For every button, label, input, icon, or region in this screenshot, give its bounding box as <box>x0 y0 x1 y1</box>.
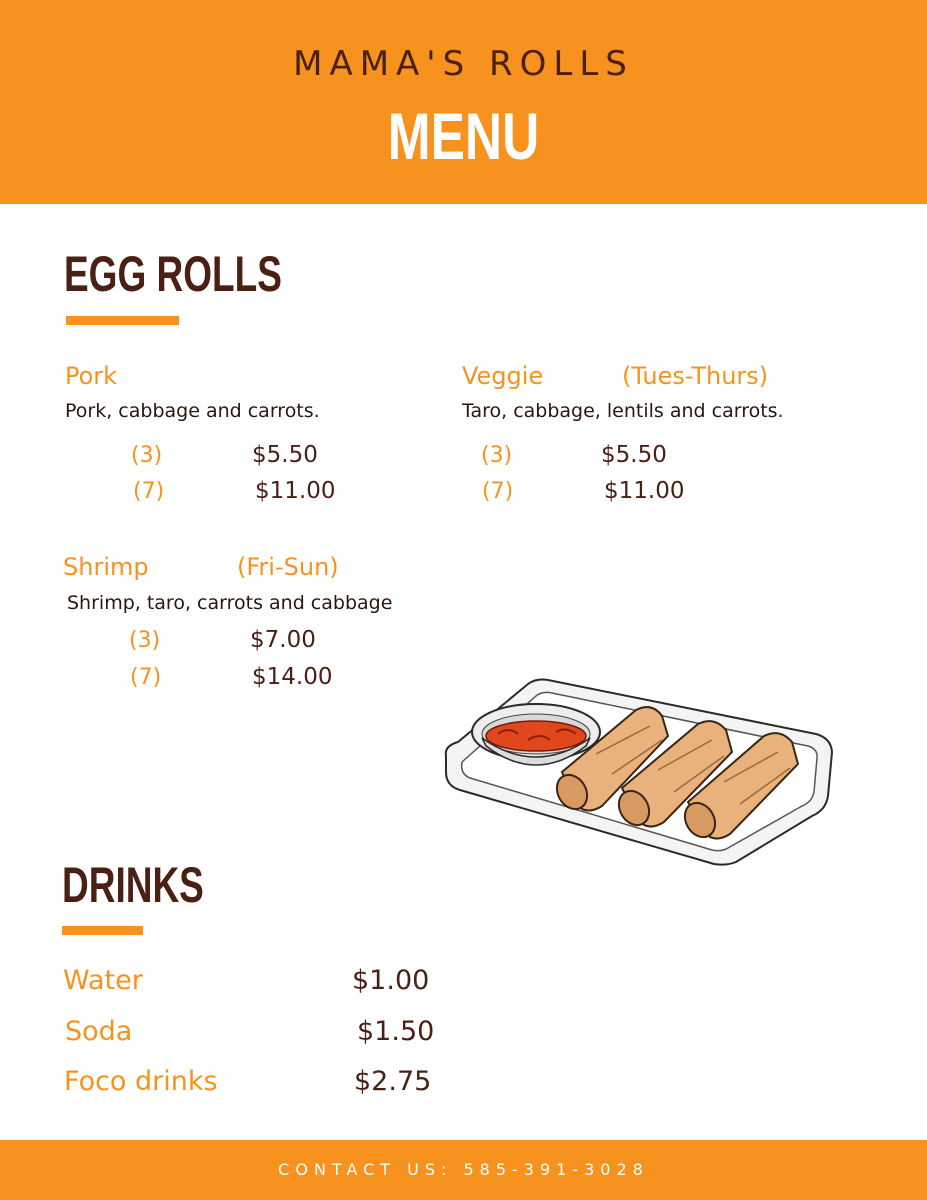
item-desc-veggie: Taro, cabbage, lentils and carrots. <box>462 400 784 422</box>
drink-name-foco: Foco drinks <box>64 1066 218 1097</box>
drink-price-water: $1.00 <box>352 965 430 996</box>
drink-price-soda: $1.50 <box>357 1016 435 1047</box>
brand-name: MAMA'S ROLLS <box>293 44 634 84</box>
shrimp-price-3: $7.00 <box>250 627 316 653</box>
veggie-qty-7: (7) <box>482 479 514 504</box>
veggie-qty-3: (3) <box>481 443 513 468</box>
pork-qty-7: (7) <box>133 479 165 504</box>
pork-price-7: $11.00 <box>255 478 336 504</box>
drink-name-water: Water <box>63 965 143 996</box>
veggie-price-3: $5.50 <box>601 442 667 468</box>
shrimp-price-7: $14.00 <box>252 664 333 690</box>
shrimp-qty-3: (3) <box>129 628 161 653</box>
egg-rolls-plate-illustration <box>436 676 836 866</box>
pork-price-3: $5.50 <box>252 442 318 468</box>
item-availability-veggie: (Tues-Thurs) <box>622 362 769 390</box>
egg-rolls-underline <box>66 316 179 325</box>
veggie-price-7: $11.00 <box>604 478 685 504</box>
drinks-underline <box>62 926 143 935</box>
menu-title: MENU <box>387 99 540 173</box>
contact-info: CONTACT US: 585-391-3028 <box>278 1160 649 1179</box>
item-availability-shrimp: (Fri-Sun) <box>237 553 339 581</box>
drink-name-soda: Soda <box>65 1016 133 1047</box>
item-desc-pork: Pork, cabbage and carrots. <box>65 400 320 422</box>
item-name-veggie: Veggie <box>462 362 544 390</box>
item-name-shrimp: Shrimp <box>63 553 149 581</box>
egg-rolls-heading: EGG ROLLS <box>64 246 282 302</box>
item-name-pork: Pork <box>65 362 118 390</box>
drinks-heading: DRINKS <box>62 857 204 913</box>
pork-qty-3: (3) <box>131 443 163 468</box>
shrimp-qty-7: (7) <box>130 665 162 690</box>
drink-price-foco: $2.75 <box>354 1066 432 1097</box>
item-desc-shrimp: Shrimp, taro, carrots and cabbage <box>67 592 393 614</box>
